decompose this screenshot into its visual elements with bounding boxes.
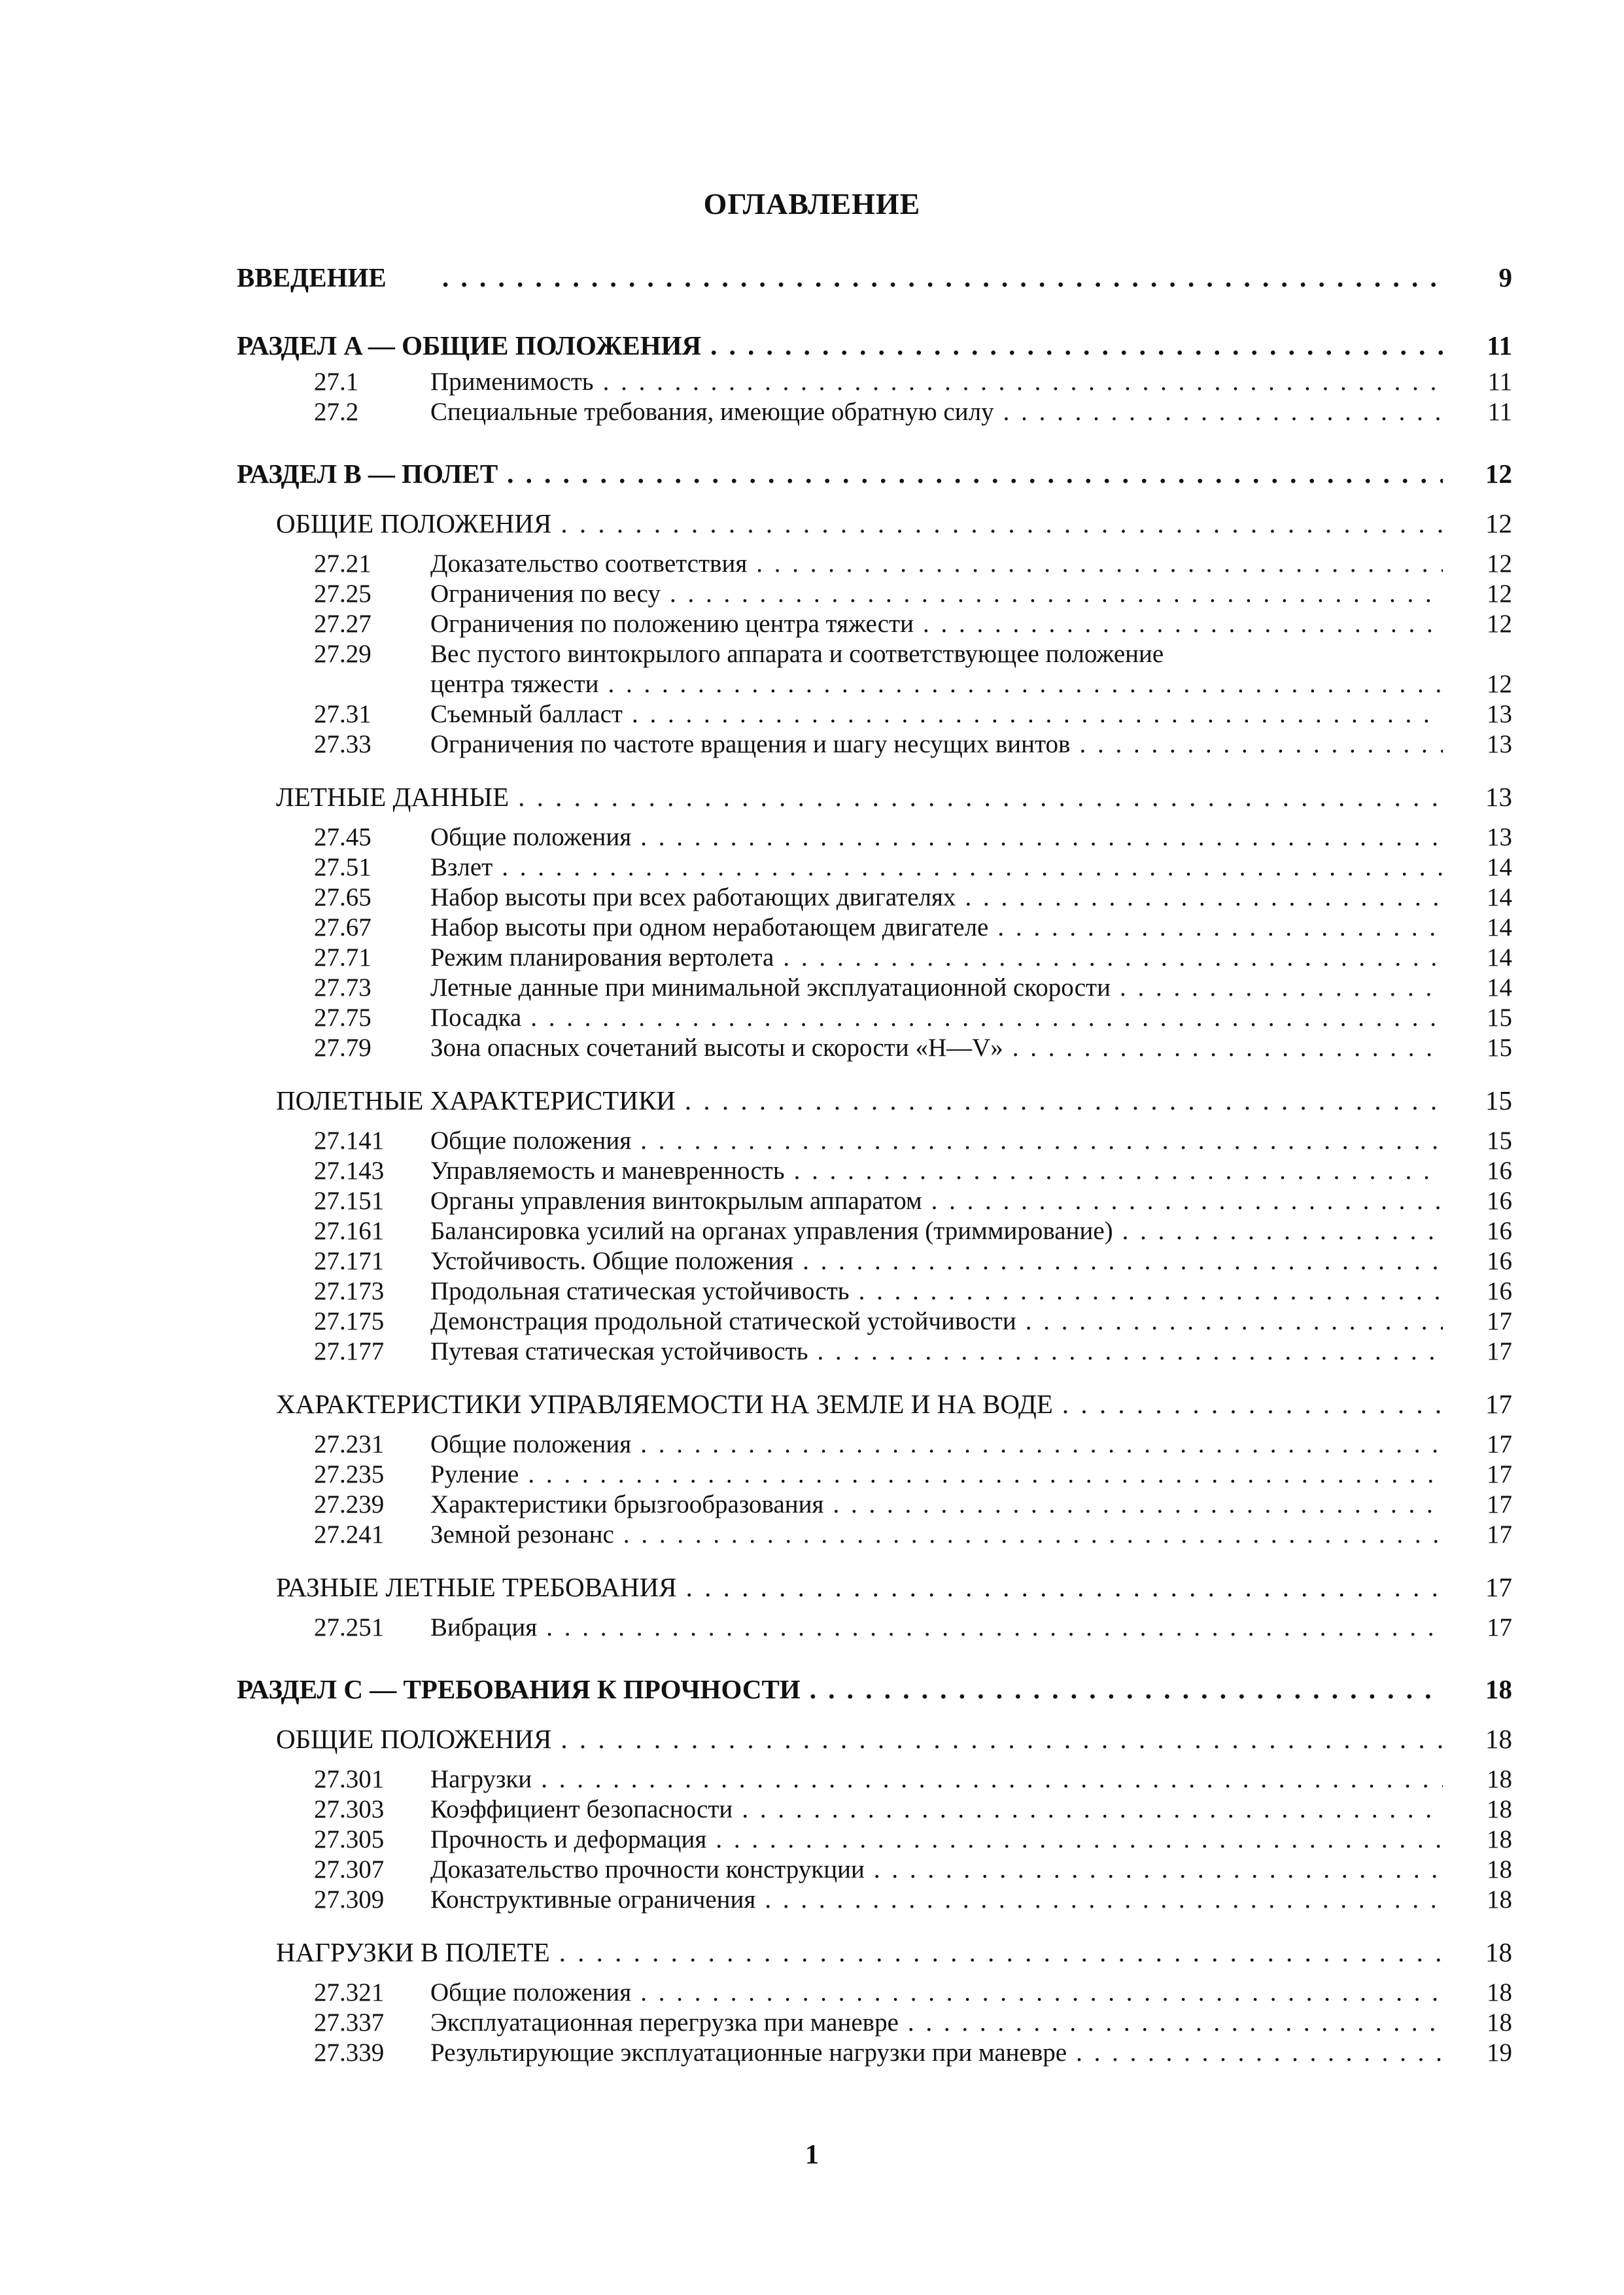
toc-section-b[interactable] [237, 453, 1512, 495]
toc-item-number: 27.307 [314, 1855, 385, 1883]
toc-item-text: Коэффициент безопасности [430, 1795, 733, 1823]
toc-item[interactable] [237, 1306, 1512, 1336]
dot-leader [810, 1673, 1443, 1705]
toc-item-text: Земной резонанс [430, 1520, 614, 1549]
toc-item-text: Доказательство прочности конструкции [430, 1855, 865, 1883]
toc-item-text: Руление [430, 1460, 519, 1488]
toc-item-text: Общие положения [430, 822, 632, 851]
toc-page: 17 [1487, 1460, 1512, 1488]
toc-page: 12 [1487, 549, 1512, 578]
dot-leader [442, 262, 1443, 293]
dot-leader [931, 1186, 1443, 1216]
toc-page: 13 [1487, 699, 1512, 728]
toc-item-text: Демонстрация продольной статической устойчивости [430, 1306, 1016, 1335]
dot-leader [685, 1085, 1443, 1116]
dot-leader [859, 1276, 1443, 1306]
toc-item[interactable] [237, 2007, 1512, 2037]
toc-item-text: Прочность и деформация [430, 1825, 707, 1853]
dot-leader [686, 1571, 1443, 1603]
toc-page: 16 [1487, 1246, 1512, 1275]
toc-page: 9 [1498, 262, 1512, 292]
toc-group-flight-loads[interactable] [237, 1934, 1512, 1971]
toc-item-number: 27.29 [314, 639, 371, 668]
toc-item-text: Характеристики брызгообразования [430, 1490, 824, 1518]
toc-item-text: Устойчивость. Общие положения [430, 1246, 794, 1275]
dot-leader [518, 781, 1443, 813]
toc-page: 11 [1487, 397, 1512, 426]
toc-item-text: Зона опасных сочетаний высоты и скорости «H—V» [430, 1033, 1003, 1062]
toc-page: 11 [1487, 330, 1512, 360]
toc-page: 17 [1487, 1429, 1512, 1458]
toc-page: 14 [1487, 943, 1512, 972]
dot-leader [833, 1490, 1443, 1519]
toc-page: 18 [1487, 1825, 1512, 1853]
toc-item-number: 27.251 [314, 1613, 385, 1641]
toc-item-text: Общие положения [430, 1978, 632, 2006]
toc-page: 17 [1487, 1490, 1512, 1518]
toc-group-label: ЛЕТНЫЕ ДАННЫЕ [276, 782, 510, 812]
toc-item-number: 27.67 [314, 913, 371, 941]
toc-item-number: 27.303 [314, 1795, 385, 1823]
toc-group-strength-general[interactable] [237, 1721, 1512, 1757]
toc-item[interactable] [237, 1824, 1512, 1854]
toc-item[interactable] [237, 1459, 1512, 1489]
toc-item-number: 27.337 [314, 2008, 385, 2037]
toc-item-text: Продольная статическая устойчивость [430, 1276, 850, 1305]
dot-leader [541, 1764, 1443, 1794]
dot-leader [817, 1337, 1443, 1366]
dot-leader [756, 549, 1443, 578]
toc-page: 17 [1485, 1389, 1512, 1419]
toc-item[interactable] [237, 1276, 1512, 1306]
toc-page: 18 [1485, 1724, 1512, 1754]
toc-item[interactable] [237, 912, 1512, 942]
toc-page: 17 [1487, 1306, 1512, 1335]
toc-item-text: Режим планирования вертолета [430, 943, 774, 972]
toc-page: 18 [1485, 1674, 1512, 1704]
toc-page: 14 [1487, 883, 1512, 911]
dot-leader [716, 1825, 1443, 1854]
dot-leader [623, 1520, 1443, 1549]
toc-part-label: РАЗДЕЛ A — ОБЩИЕ ПОЛОЖЕНИЯ [237, 330, 702, 360]
toc-item-number: 27.309 [314, 1885, 385, 1914]
toc-page: 16 [1487, 1186, 1512, 1215]
toc-item-text: Балансировка усилий на органах управления (триммирование) [430, 1216, 1113, 1245]
toc-group-label: ОБЩИЕ ПОЛОЖЕНИЯ [276, 1724, 552, 1754]
toc-item-number: 27.45 [314, 822, 371, 851]
toc-item[interactable] [237, 1794, 1512, 1824]
toc-item-text: Ограничения по весу [430, 579, 661, 608]
toc-item-text: Летные данные при минимальной эксплуатационной скорости [430, 973, 1111, 1002]
toc-item-text: Доказательство соответствия [430, 549, 748, 578]
toc-item[interactable] [237, 1336, 1512, 1366]
toc-item[interactable] [237, 1032, 1512, 1062]
toc-page: 13 [1487, 822, 1512, 851]
toc-item-number: 27.73 [314, 973, 371, 1002]
toc-item[interactable] [237, 639, 1512, 699]
dot-leader [1076, 2038, 1443, 2067]
toc-item-text: Органы управления винтокрылым аппаратом [430, 1186, 922, 1215]
toc-item-number: 27.71 [314, 943, 371, 972]
toc-section-a[interactable] [237, 324, 1512, 366]
toc-item-number: 27.1 [314, 367, 359, 396]
dot-leader [923, 609, 1443, 639]
toc-part-label: РАЗДЕЛ B — ПОЛЕТ [237, 459, 498, 489]
toc-item-text: Результирующие эксплуатационные нагрузки при маневре [430, 2038, 1067, 2067]
toc-item[interactable] [237, 822, 1512, 852]
toc-part-label: ВВЕДЕНИЕ [237, 262, 387, 292]
toc-item-number: 27.25 [314, 579, 371, 608]
dot-leader [530, 1003, 1443, 1032]
toc-item-number: 27.175 [314, 1306, 385, 1335]
toc-item-number: 27.143 [314, 1156, 385, 1185]
toc-item[interactable] [237, 1519, 1512, 1549]
toc-page: 17 [1487, 1520, 1512, 1549]
toc-item[interactable] [237, 1489, 1512, 1519]
toc-item[interactable] [237, 729, 1512, 759]
toc-item[interactable] [237, 2037, 1512, 2067]
toc-page: 13 [1485, 782, 1512, 812]
dot-leader [874, 1855, 1443, 1884]
toc-page: 18 [1487, 1855, 1512, 1883]
toc-item-number: 27.241 [314, 1520, 385, 1549]
toc-page: 12 [1487, 609, 1512, 638]
toc-item-number: 27.51 [314, 852, 371, 881]
toc-item[interactable] [237, 1854, 1512, 1884]
toc-item-number: 27.321 [314, 1978, 385, 2006]
toc-item-number: 27.31 [314, 699, 371, 728]
toc-group-label: НАГРУЗКИ В ПОЛЕТЕ [276, 1937, 550, 1967]
toc-item-number: 27.301 [314, 1764, 385, 1793]
table-of-contents [237, 241, 1512, 2067]
toc-page: 18 [1487, 2008, 1512, 2037]
toc-item-number: 27.2 [314, 397, 359, 426]
toc-page: 18 [1487, 1764, 1512, 1793]
toc-group-flight-characteristics[interactable] [237, 1082, 1512, 1119]
toc-item[interactable] [237, 396, 1512, 427]
toc-item-number: 27.231 [314, 1429, 385, 1458]
toc-page: 12 [1487, 579, 1512, 608]
dot-leader [502, 852, 1443, 882]
toc-item-text: Общие положения [430, 1126, 632, 1155]
toc-group-misc-flight[interactable] [237, 1569, 1512, 1605]
toc-item-text: Эксплуатационная перегрузка при маневре [430, 2008, 899, 2037]
toc-page: 18 [1487, 1795, 1512, 1823]
toc-page: 12 [1485, 508, 1512, 538]
toc-item[interactable] [237, 1246, 1512, 1276]
dot-leader [765, 1885, 1443, 1914]
dot-leader [546, 1613, 1443, 1642]
toc-item-text: Взлет [430, 852, 493, 881]
toc-page: 18 [1487, 1885, 1512, 1914]
toc-item-text: Набор высоты при всех работающих двигателях [430, 883, 956, 911]
toc-page: 17 [1487, 1337, 1512, 1365]
toc-item[interactable] [237, 882, 1512, 912]
toc-item-number: 27.171 [314, 1246, 385, 1275]
toc-item[interactable] [237, 1155, 1512, 1185]
toc-page: 19 [1487, 2038, 1512, 2067]
toc-intro[interactable] [237, 256, 1512, 298]
dot-leader [908, 2008, 1443, 2037]
dot-leader [561, 1723, 1443, 1755]
toc-page: 15 [1487, 1126, 1512, 1155]
toc-item-number: 27.65 [314, 883, 371, 911]
page-title: ОГЛАВЛЕНИЕ [703, 187, 921, 220]
toc-item[interactable] [237, 1977, 1512, 2007]
toc-page: 12 [1487, 669, 1512, 698]
dot-leader [603, 367, 1443, 396]
toc-item-text: Вибрация [430, 1613, 538, 1641]
toc-page: 15 [1485, 1085, 1512, 1115]
toc-group-flight-data[interactable] [237, 779, 1512, 815]
toc-item-number: 27.235 [314, 1460, 385, 1488]
dot-leader [640, 1978, 1443, 2007]
toc-item-text: Путевая статическая устойчивость [430, 1337, 808, 1365]
toc-item[interactable] [237, 1185, 1512, 1216]
toc-page: 17 [1485, 1572, 1512, 1602]
toc-item[interactable] [237, 1002, 1512, 1032]
toc-item[interactable] [237, 972, 1512, 1002]
toc-item-text: Управляемость и маневренность [430, 1156, 785, 1185]
toc-item-number: 27.79 [314, 1033, 371, 1062]
toc-page: 11 [1487, 367, 1512, 396]
toc-item[interactable] [237, 608, 1512, 639]
dot-leader [803, 1246, 1443, 1276]
dot-leader [794, 1156, 1443, 1185]
dot-leader [710, 330, 1443, 361]
toc-item[interactable] [237, 942, 1512, 972]
dot-leader [608, 669, 1443, 699]
toc-item[interactable] [237, 1125, 1512, 1155]
toc-group-general[interactable] [237, 505, 1512, 542]
dot-leader [997, 913, 1443, 942]
dot-leader [783, 943, 1443, 972]
toc-group-label: ПОЛЕТНЫЕ ХАРАКТЕРИСТИКИ [276, 1085, 676, 1115]
toc-page: 16 [1487, 1156, 1512, 1185]
toc-item-text: Ограничения по положению центра тяжести [430, 609, 914, 638]
dot-leader [632, 699, 1443, 729]
toc-group-label: ХАРАКТЕРИСТИКИ УПРАВЛЯЕМОСТИ НА ЗЕМЛЕ И НА ВОДЕ [276, 1389, 1053, 1419]
toc-part-label: РАЗДЕЛ C — ТРЕБОВАНИЯ К ПРОЧНОСТИ [237, 1674, 801, 1704]
toc-item-text: Съемный балласт [430, 699, 623, 728]
toc-group-label: РАЗНЫЕ ЛЕТНЫЕ ТРЕБОВАНИЯ [276, 1572, 677, 1602]
toc-item-text-continued: центра тяжести [430, 669, 599, 698]
dot-leader [742, 1795, 1443, 1824]
toc-item-text: Конструктивные ограничения [430, 1885, 756, 1914]
dot-leader [965, 883, 1443, 912]
toc-page: 15 [1487, 1033, 1512, 1062]
toc-page: 16 [1487, 1216, 1512, 1245]
toc-item-text: Набор высоты при одном неработающем двигателе [430, 913, 989, 941]
toc-item-number: 27.27 [314, 609, 371, 638]
page-number: 1 [805, 2140, 819, 2170]
toc-item-text: Посадка [430, 1003, 522, 1032]
toc-item-text: Специальные требования, имеющие обратную силу [430, 397, 994, 426]
toc-page: 18 [1487, 1978, 1512, 2006]
toc-item[interactable] [237, 1216, 1512, 1246]
dot-leader [1062, 1388, 1443, 1420]
toc-group-label: ОБЩИЕ ПОЛОЖЕНИЯ [276, 508, 552, 538]
toc-section-c[interactable] [237, 1668, 1512, 1710]
toc-item[interactable] [237, 1429, 1512, 1459]
dot-leader [640, 1126, 1443, 1155]
dot-leader [559, 1936, 1443, 1968]
dot-leader [561, 508, 1443, 539]
toc-page: 18 [1485, 1937, 1512, 1967]
toc-page: 12 [1485, 459, 1512, 489]
toc-page: 13 [1487, 729, 1512, 758]
toc-item-text: Ограничения по частоте вращения и шагу несущих винтов [430, 729, 1071, 758]
toc-item[interactable] [237, 1612, 1512, 1642]
toc-item-number: 27.173 [314, 1276, 385, 1305]
toc-item-number: 27.177 [314, 1337, 385, 1365]
toc-item[interactable] [237, 366, 1512, 396]
dot-leader [1079, 729, 1443, 759]
dot-leader [640, 1429, 1443, 1459]
toc-item-number: 27.21 [314, 549, 371, 578]
dot-leader [1120, 973, 1443, 1002]
toc-page: 17 [1487, 1613, 1512, 1641]
dot-leader [1122, 1216, 1443, 1246]
toc-item[interactable] [237, 1764, 1512, 1794]
toc-item-text: Применимость [430, 367, 594, 396]
toc-item-number: 27.305 [314, 1825, 385, 1853]
dot-leader [670, 579, 1443, 608]
toc-page: 14 [1487, 852, 1512, 881]
dot-leader [1003, 397, 1443, 427]
toc-item[interactable] [237, 1884, 1512, 1914]
toc-item[interactable] [237, 699, 1512, 729]
toc-item-number: 27.151 [314, 1186, 385, 1215]
toc-page: 14 [1487, 973, 1512, 1002]
dot-leader [1012, 1033, 1443, 1062]
toc-item-text: Вес пустого винтокрылого аппарата и соответствующее положение [430, 639, 1164, 668]
toc-item-text: Нагрузки [430, 1764, 532, 1793]
toc-item[interactable] [237, 578, 1512, 608]
toc-item-number: 27.141 [314, 1126, 385, 1155]
toc-group-ground-handling[interactable] [237, 1386, 1512, 1422]
toc-item[interactable] [237, 548, 1512, 578]
dot-leader [1026, 1306, 1443, 1336]
toc-item[interactable] [237, 852, 1512, 882]
toc-item-text: Общие положения [430, 1429, 632, 1458]
dot-leader [528, 1460, 1443, 1489]
toc-page: 16 [1487, 1276, 1512, 1305]
toc-item-number: 27.339 [314, 2038, 385, 2067]
dot-leader [640, 822, 1443, 852]
toc-item-number: 27.75 [314, 1003, 371, 1032]
toc-page: 14 [1487, 913, 1512, 941]
toc-page: 15 [1487, 1003, 1512, 1032]
toc-item-number: 27.33 [314, 729, 371, 758]
dot-leader [507, 458, 1443, 489]
toc-item-number: 27.239 [314, 1490, 385, 1518]
toc-item-number: 27.161 [314, 1216, 385, 1245]
